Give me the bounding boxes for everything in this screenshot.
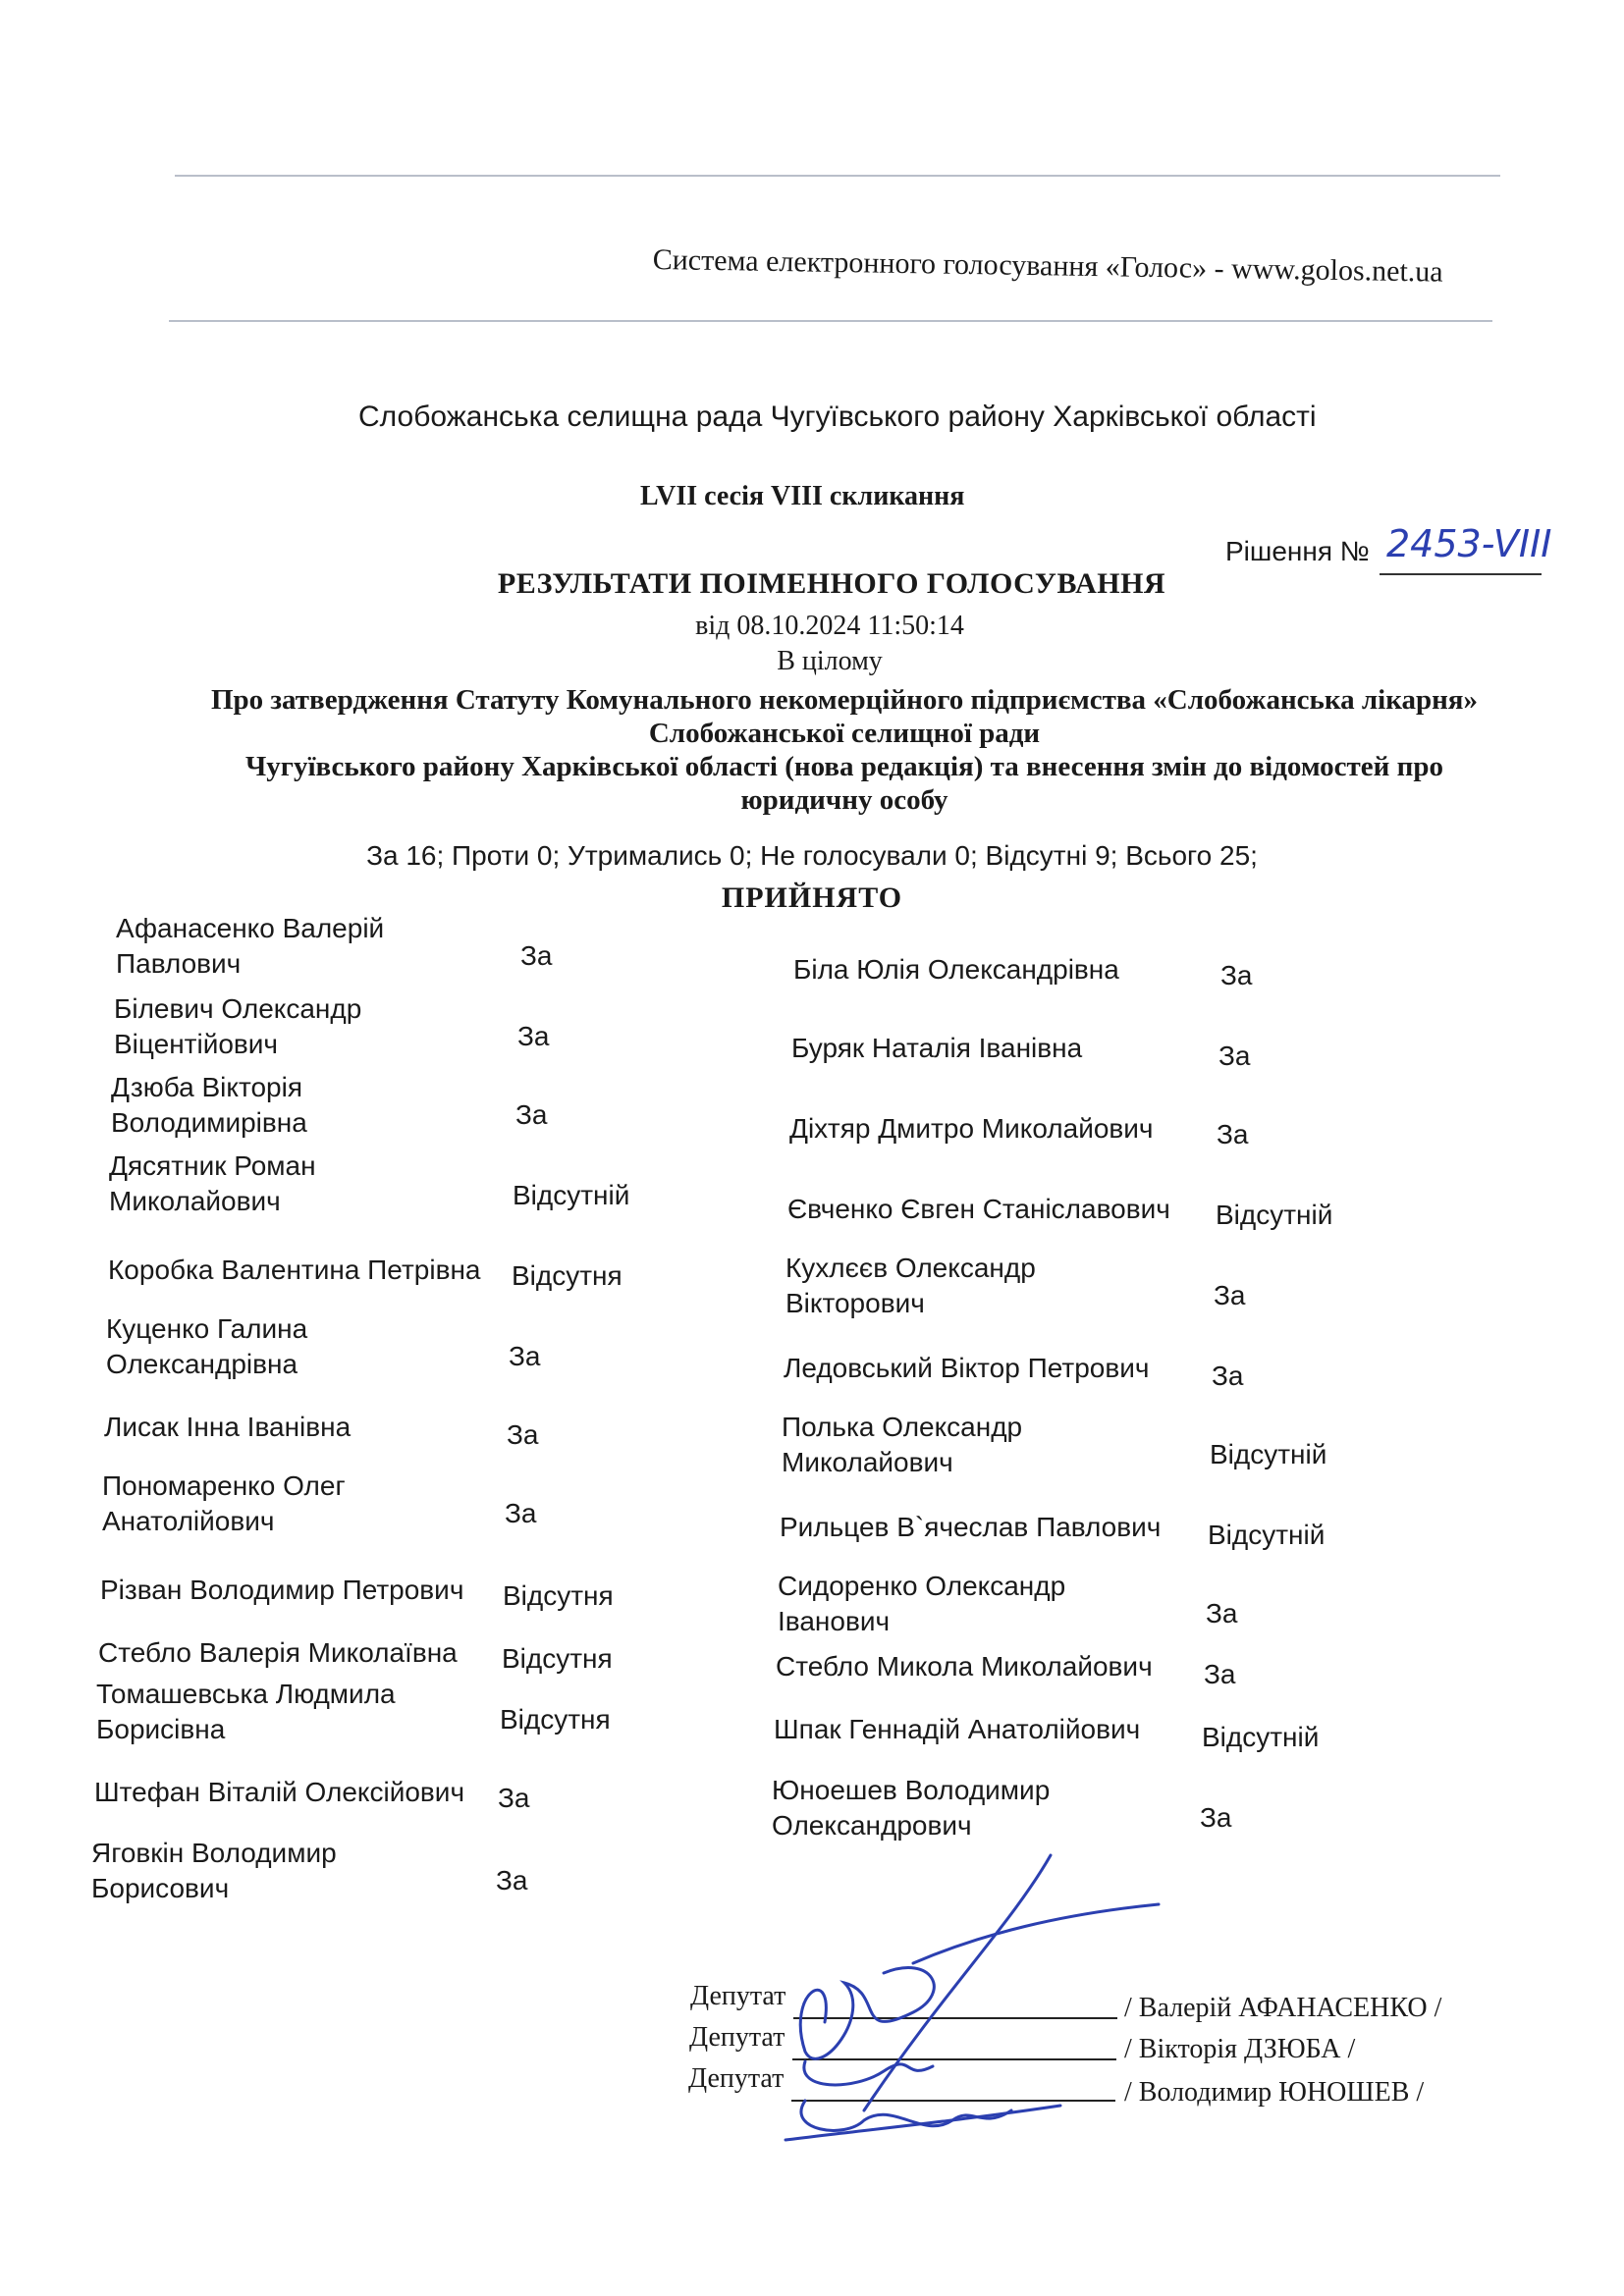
deputy-name: Рильцев В`ячеслав Павлович	[780, 1512, 1162, 1542]
decision-label: Рішення №	[1225, 536, 1370, 566]
deputy-vote: Відсутня	[503, 1580, 614, 1611]
deputy-vote: За	[517, 1021, 550, 1051]
deputy-vote: Відсутня	[502, 1643, 613, 1674]
deputy-name: Ледовський Віктор Петрович	[784, 1353, 1150, 1383]
deputy-name: Куценко Галина Олександрівна	[106, 1313, 308, 1379]
deputy-name: Дзюба Вікторія Володимирівна	[111, 1072, 307, 1138]
results-title: РЕЗУЛЬТАТИ ПОІМЕННОГО ГОЛОСУВАННЯ	[497, 567, 1166, 600]
signature-label: Депутат	[688, 2063, 785, 2094]
vote-status: ПРИЙНЯТО	[721, 881, 903, 914]
deputy-vote: Відсутня	[500, 1704, 611, 1735]
signature-name: / Володимир ЮНОШЕВ /	[1124, 2077, 1425, 2108]
bottom-rule	[169, 320, 1492, 322]
deputy-vote: За	[1212, 1361, 1244, 1391]
deputy-vote: Відсутній	[513, 1180, 630, 1210]
deputy-name: Юноешев Володимир Олександрович	[772, 1775, 1051, 1841]
topic-line: Чугуївського району Харківської області (нова редакція) та внесення змін до відомостей про	[245, 751, 1443, 782]
vote-scope: В цілому	[777, 646, 883, 676]
deputy-vote: За	[507, 1419, 539, 1450]
deputy-vote: За	[1200, 1802, 1232, 1833]
signature-name: / Вікторія ДЗЮБА /	[1124, 2034, 1356, 2064]
deputy-name: Коробка Валентина Петрівна	[108, 1255, 481, 1285]
deputy-name: Штефан Віталій Олексійович	[94, 1777, 465, 1807]
topic-line: Про затвердження Статуту Комунального некомерційного підприємства «Слобожанська лікарня»	[210, 684, 1479, 716]
deputy-vote: За	[1214, 1280, 1246, 1310]
deputy-vote: За	[509, 1341, 541, 1371]
deputy-vote: Відсутній	[1216, 1200, 1333, 1230]
deputy-vote: Відсутній	[1202, 1722, 1320, 1752]
deputy-vote: За	[496, 1865, 528, 1896]
deputy-name: Стебло Микола Миколайович	[776, 1651, 1153, 1682]
deputy-name: Шпак Геннадій Анатолійович	[774, 1714, 1141, 1744]
vote-summary: За 16; Проти 0; Утримались 0; Не голосували 0; Відсутні 9; Всього 25;	[366, 840, 1258, 871]
council-name: Слобожанська селищна рада Чугуївського району Харківської області	[358, 400, 1317, 433]
deputy-vote: За	[498, 1783, 530, 1813]
session-title: LVII сесія VIII скликання	[640, 481, 965, 511]
topic-line: юридичну особу	[740, 784, 948, 816]
deputy-name: Лисак Інна Іванівна	[104, 1412, 352, 1442]
deputy-vote: За	[515, 1099, 548, 1130]
deputy-name: Томашевська Людмила Борисівна	[96, 1679, 396, 1744]
deputy-vote: Відсутній	[1210, 1439, 1327, 1469]
signature-label: Депутат	[689, 2022, 785, 2053]
deputy-vote: За	[1218, 1041, 1251, 1071]
deputy-vote: За	[1206, 1598, 1238, 1629]
deputy-vote: За	[520, 940, 553, 971]
deputy-vote: Відсутній	[1208, 1520, 1326, 1550]
deputy-name: Полька Олександр Миколайович	[782, 1412, 1023, 1477]
system-name: Система електронного голосування «Голос» - www.golos.net.ua	[652, 243, 1443, 289]
top-rule	[175, 175, 1500, 177]
deputy-vote: За	[1220, 960, 1253, 990]
handwritten-signatures-icon	[766, 1845, 1178, 2169]
deputy-name: Діхтяр Дмитро Миколайович	[789, 1113, 1154, 1144]
deputy-name: Дясятник Роман Миколайович	[109, 1150, 316, 1216]
deputy-name: Білевич Олександр Віцентійович	[114, 993, 362, 1059]
vote-date: від 08.10.2024 11:50:14	[695, 611, 964, 641]
deputy-name: Афанасенко Валерій Павлович	[116, 913, 385, 979]
deputy-name: Пономаренко Олег Анатолійович	[102, 1470, 346, 1536]
deputy-name: Біла Юлія Олександрівна	[793, 954, 1119, 985]
deputy-name: Стебло Валерія Миколаївна	[98, 1637, 458, 1668]
deputy-name: Буряк Наталія Іванівна	[791, 1033, 1083, 1063]
deputy-vote: Відсутня	[512, 1260, 623, 1291]
deputy-vote: За	[505, 1498, 537, 1528]
deputy-name: Сидоренко Олександр Іванович	[778, 1571, 1066, 1636]
topic-line: Слобожанської селищної ради	[648, 718, 1041, 749]
deputy-vote: За	[1217, 1119, 1249, 1149]
deputy-vote: За	[1204, 1659, 1236, 1689]
deputy-name: Євченко Євген Станіславович	[787, 1194, 1170, 1224]
deputy-name: Кухлєєв Олександр Вікторович	[785, 1253, 1036, 1318]
deputy-name: Яговкін Володимир Борисович	[91, 1838, 337, 1903]
signature-label: Депутат	[690, 1981, 786, 2011]
deputy-name: Різван Володимир Петрович	[100, 1575, 464, 1605]
signature-name: / Валерій АФАНАСЕНКО /	[1124, 1993, 1442, 2023]
decision-number: 2453-VIII	[1386, 522, 1552, 565]
vote-topic	[0, 683, 1624, 817]
